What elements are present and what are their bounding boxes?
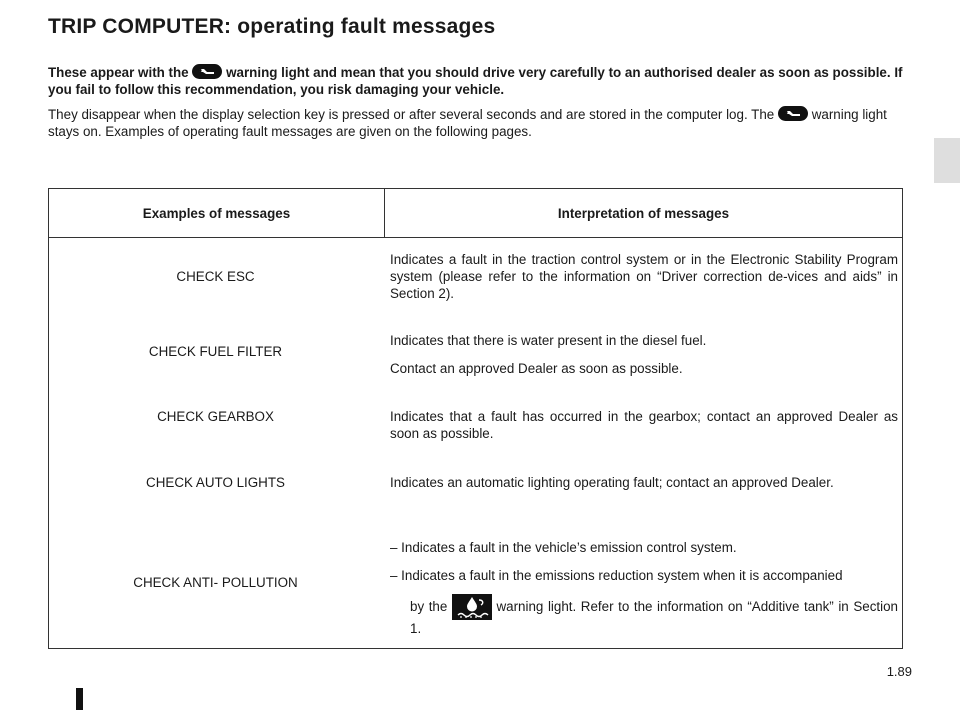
- section-tab-marker: [934, 138, 960, 183]
- message-check-gearbox: CHECK GEARBOX: [157, 409, 274, 424]
- intro-info-paragraph: [48, 106, 913, 140]
- table-body: [49, 238, 902, 648]
- interpretation-check-fuel-filter: [390, 332, 898, 377]
- wrench-warning-icon: [778, 106, 808, 121]
- interpretation-check-auto-lights: [390, 474, 898, 491]
- message-check-fuel-filter: CHECK FUEL FILTER: [148, 344, 283, 359]
- column-header-interpretation: Interpretation of messages: [385, 189, 903, 238]
- additive-tank-warning-icon: [452, 594, 492, 620]
- interpretation-check-anti-pollution: [390, 539, 898, 637]
- interpretation-text-after-icon: warning light. Refer to the information on “Additive tank” in Section 1.: [410, 599, 898, 636]
- fault-messages-table: [48, 188, 903, 649]
- interpretation-check-gearbox: [390, 408, 898, 442]
- interpretation-text: [390, 594, 898, 637]
- interpretation-text: Indicates an automatic lighting operating fault; contact an approved Dealer.: [390, 475, 834, 490]
- page-corner-mark: [76, 688, 83, 710]
- interpretation-text: Indicates a fault in the traction control system or in the Electronic Stability Program system (please refer to the information on “Driver correction de-vices and aids” in Section 2).: [390, 252, 898, 301]
- interpretation-text: Indicates that a fault has occurred in the gearbox; contact an approved Dealer as soon as possible.: [390, 409, 898, 441]
- message-check-anti-pollution: CHECK ANTI- POLLUTION: [133, 575, 298, 590]
- message-check-auto-lights: CHECK AUTO LIGHTS: [146, 475, 285, 490]
- message-check-esc: CHECK ESC: [176, 269, 255, 284]
- interpretation-text: Contact an approved Dealer as soon as possible.: [390, 361, 683, 376]
- intro-info-text-1: They disappear when the display selection key is pressed or after several seconds and are stored in the computer log. The: [48, 107, 775, 122]
- interpretation-text: – Indicates a fault in the vehicle’s emission control system.: [390, 540, 737, 555]
- interpretation-text-before-icon: by the: [410, 599, 448, 614]
- intro-warning-text-1: These appear with the: [48, 65, 189, 80]
- table-header-row: [49, 189, 903, 238]
- wrench-warning-icon: [192, 64, 222, 79]
- page-title: TRIP COMPUTER: operating fault messages: [48, 15, 496, 38]
- column-header-messages: Examples of messages: [49, 189, 385, 238]
- interpretation-text: Indicates that there is water present in the diesel fuel.: [390, 333, 707, 348]
- intro-info-text-2: warning light stays on. Examples of operating fault messages are given on the following pages.: [48, 107, 887, 139]
- intro-warning-paragraph: [48, 64, 913, 98]
- interpretation-check-esc: [390, 251, 898, 302]
- page-number: 1.89: [886, 664, 912, 679]
- intro-warning-text-2: warning light and mean that you should drive very carefully to an authorised dealer as soon as possible. If you fail to follow this recommendation, you risk damaging your vehicle.: [48, 65, 903, 97]
- interpretation-text: – Indicates a fault in the emissions reduction system when it is accompanied: [390, 568, 843, 583]
